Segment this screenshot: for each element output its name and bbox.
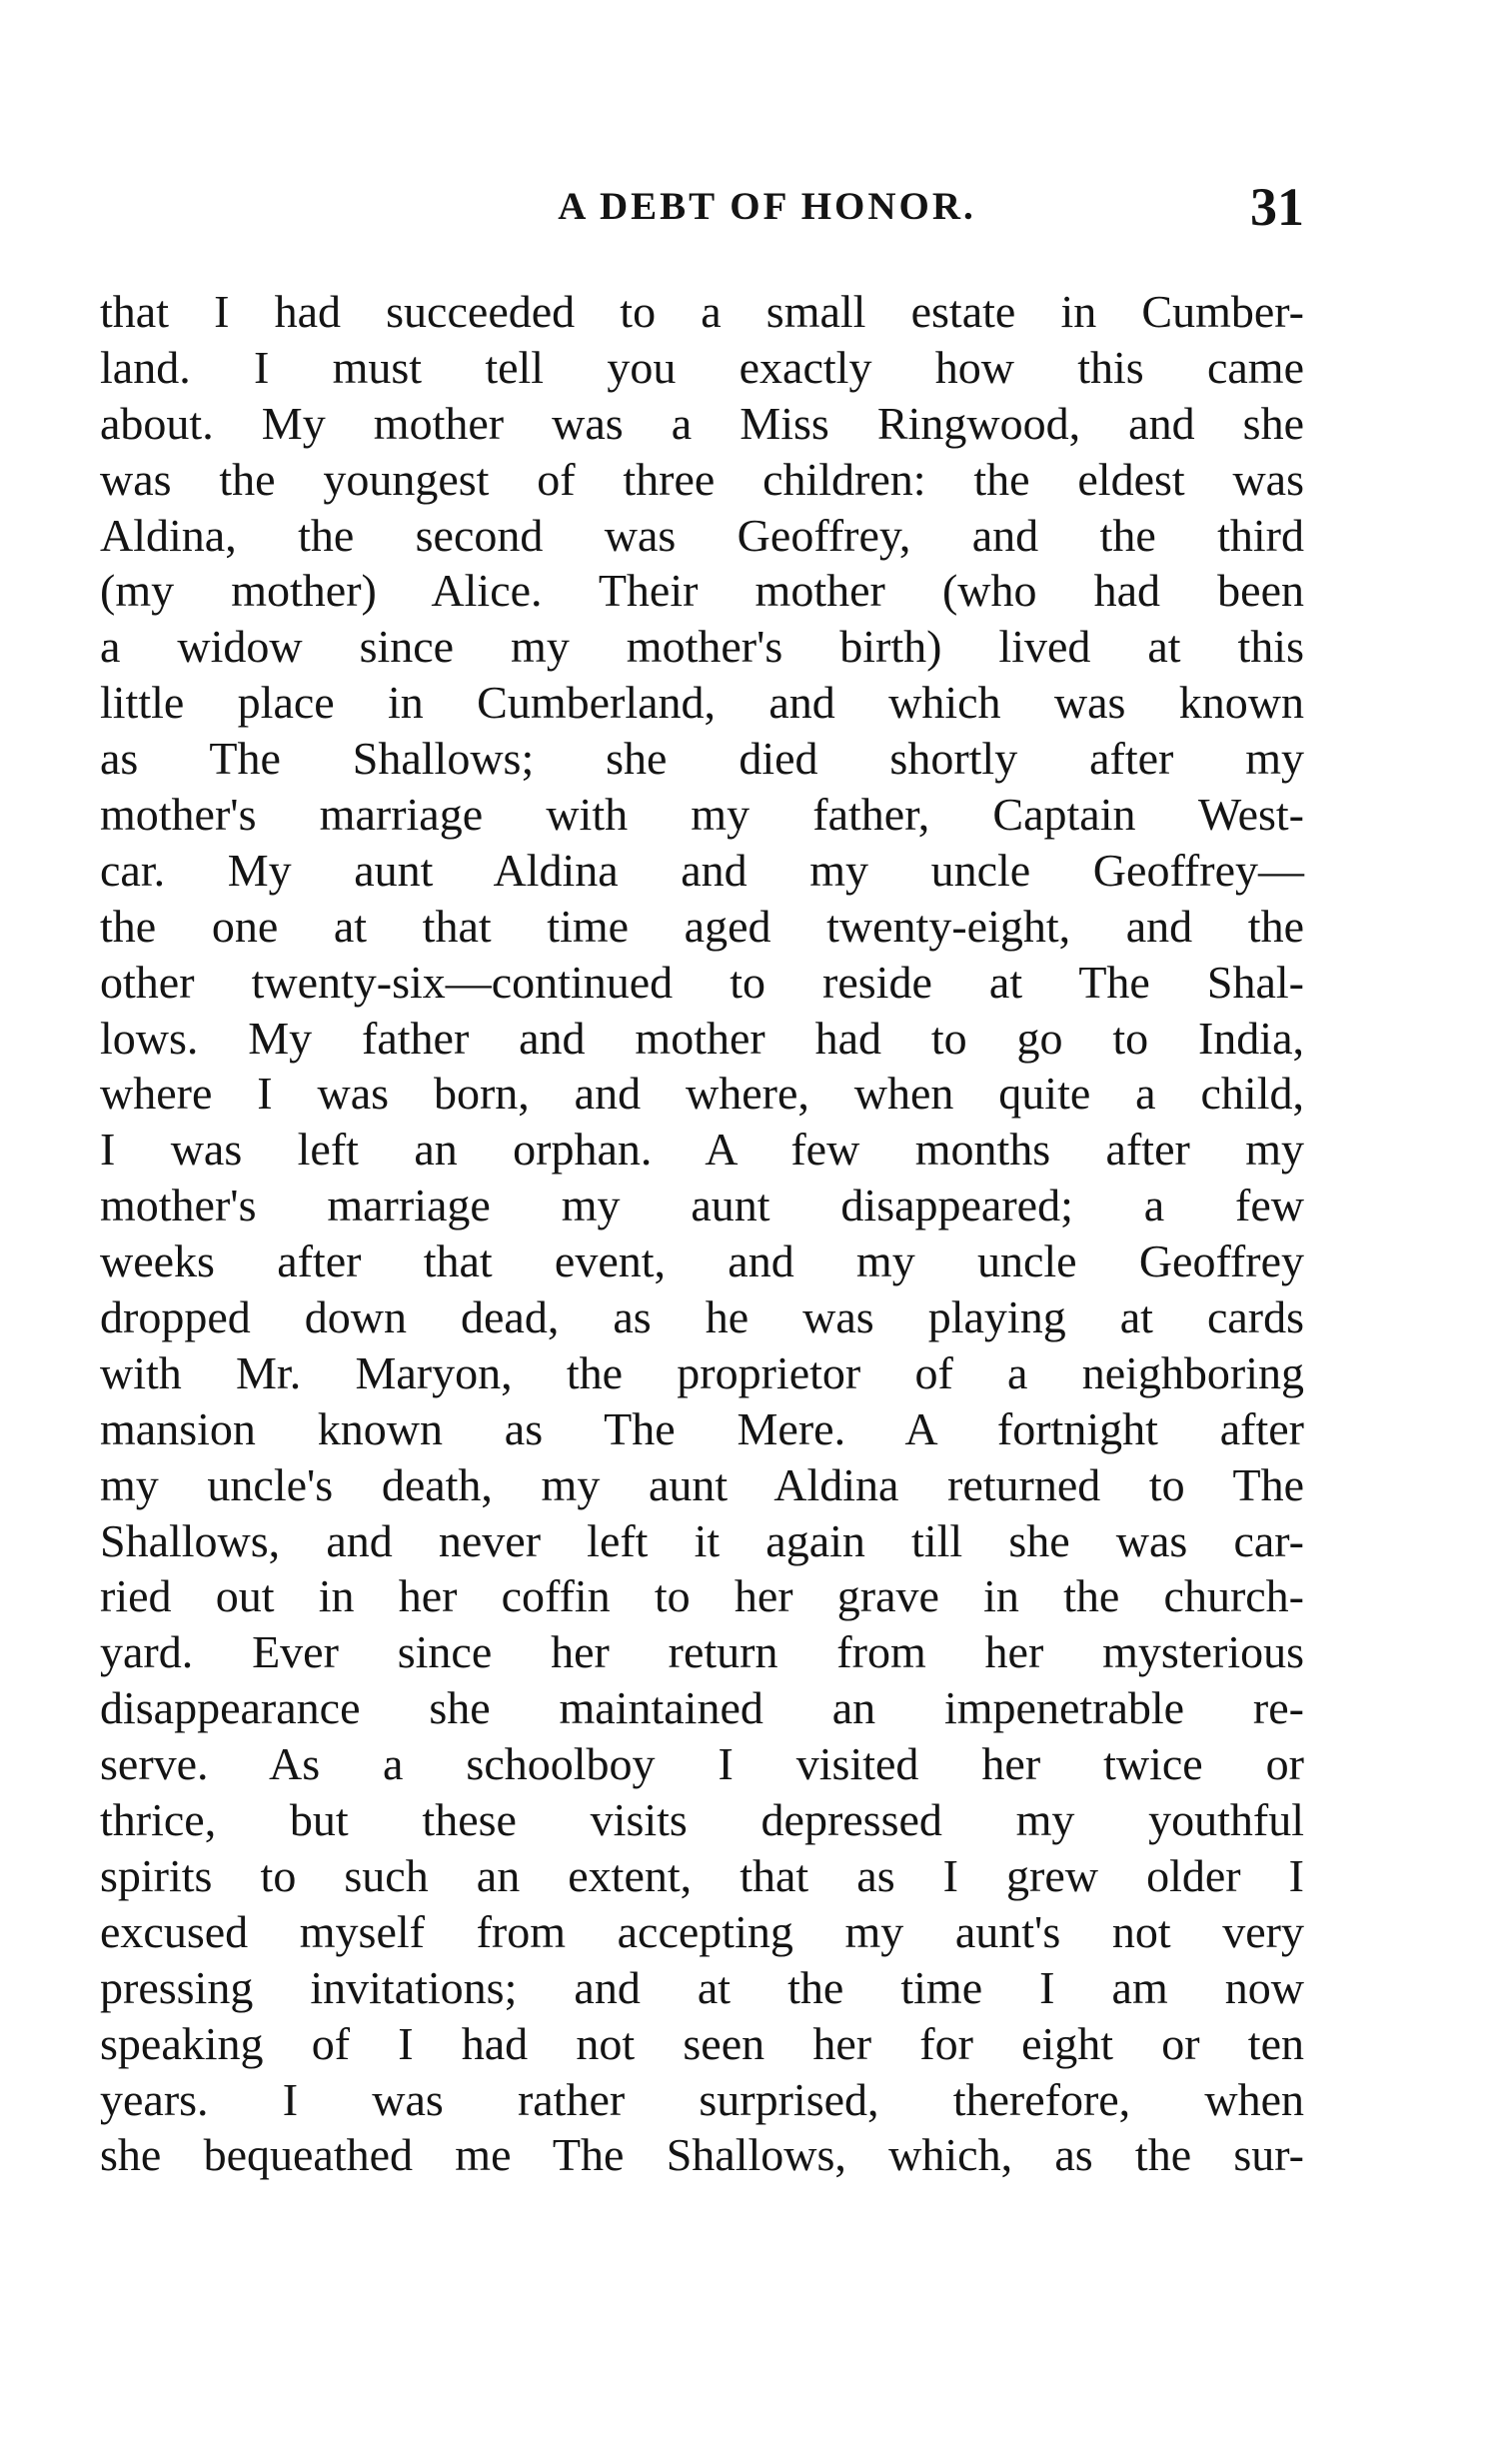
text-line: about. My mother was a Miss Ringwood, and she [100, 397, 1304, 449]
text-line: lows. My father and mother had to go to India, [100, 1012, 1304, 1064]
text-line: with Mr. Maryon, the proprietor of a neighboring [100, 1346, 1304, 1398]
text-line: the one at that time aged twenty-eight, and the [100, 900, 1304, 952]
text-line: mother's marriage my aunt disappeared; a few [100, 1180, 1304, 1231]
text-line: thrice, but these visits depressed my youthful [100, 1794, 1304, 1846]
running-head [100, 176, 1304, 246]
text-line: ried out in her coffin to her grave in the church- [100, 1570, 1304, 1622]
text-line: where I was born, and where, when quite a child, [100, 1068, 1304, 1120]
text-line: as The Shallows; she died shortly after my [100, 733, 1304, 785]
running-title: A DEBT OF HONOR. [558, 185, 976, 228]
text-line: excused myself from accepting my aunt's not very [100, 1905, 1304, 1957]
text-line: mother's marriage with my father, Captain West- [100, 789, 1304, 841]
text-line: my uncle's death, my aunt Aldina returned to The [100, 1458, 1304, 1510]
text-line: Shallows, and never left it again till she was car- [100, 1514, 1304, 1566]
text-line: Aldina, the second was Geoffrey, and the third [100, 509, 1304, 561]
text-line: little place in Cumberland, and which was known [100, 677, 1304, 729]
text-line: pressing invitations; and at the time I am now [100, 1961, 1304, 2013]
text-line: other twenty-six—continued to reside at The Shal- [100, 956, 1304, 1008]
text-line: land. I must tell you exactly how this came [100, 341, 1304, 393]
text-line: yard. Ever since her return from her mysterious [100, 1626, 1304, 1678]
text-line: dropped down dead, as he was playing at cards [100, 1291, 1304, 1343]
text-line: serve. As a schoolboy I visited her twice or [100, 1738, 1304, 1790]
text-line: spirits to such an extent, that as I grew older I [100, 1849, 1304, 1901]
text-line: that I had succeeded to a small estate in Cumber- [100, 286, 1304, 337]
text-line: disappearance she maintained an impenetrable re- [100, 1682, 1304, 1734]
body-text [100, 284, 1304, 2183]
page-number: 31 [1250, 177, 1304, 237]
text-line: she bequeathed me The Shallows, which, as the sur- [100, 2129, 1304, 2181]
text-line: mansion known as The Mere. A fortnight after [100, 1402, 1304, 1454]
text-line: was the youngest of three children: the eldest was [100, 453, 1304, 505]
text-line: years. I was rather surprised, therefore, when [100, 2073, 1304, 2125]
text-line: a widow since my mother's birth) lived at this [100, 621, 1304, 673]
text-line: car. My aunt Aldina and my uncle Geoffrey— [100, 844, 1304, 896]
text-line: I was left an orphan. A few months after my [100, 1124, 1304, 1176]
text-line: weeks after that event, and my uncle Geoffrey [100, 1235, 1304, 1287]
text-line: speaking of I had not seen her for eight or ten [100, 2017, 1304, 2069]
text-line: (my mother) Alice. Their mother (who had been [100, 565, 1304, 617]
